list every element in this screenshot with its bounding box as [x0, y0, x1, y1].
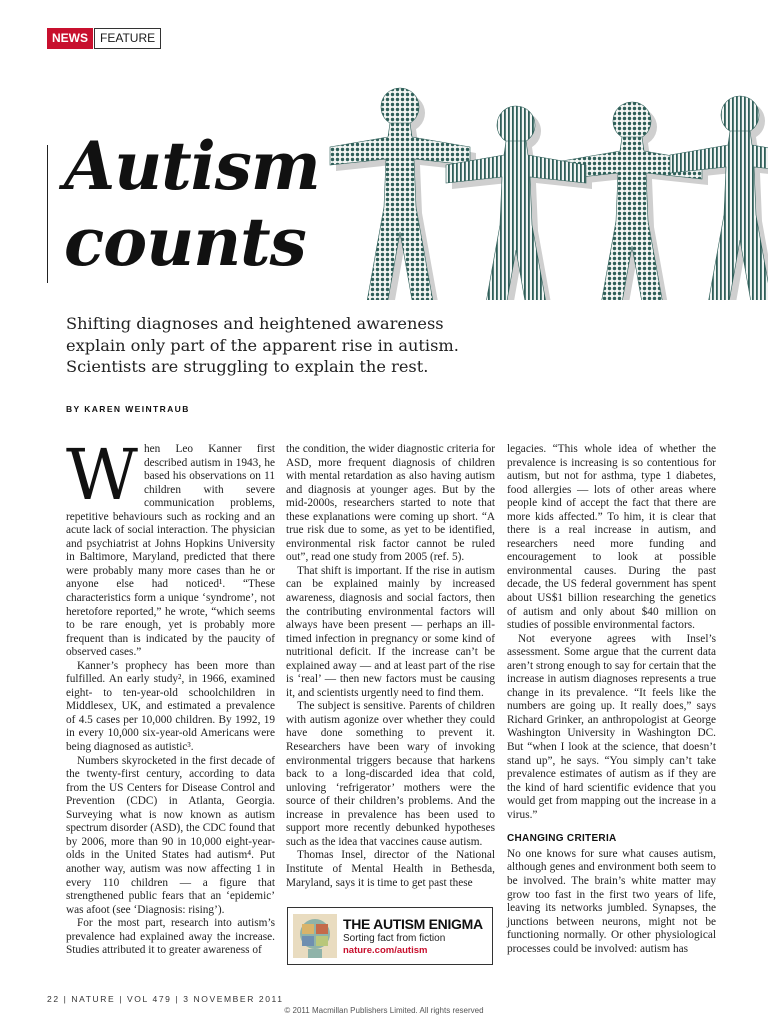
paragraph: Thomas Insel, director of the National Institute of Mental Health in Bethesda, Maryland, says it is time to get past these	[286, 849, 495, 889]
standfirst: Shifting diagnoses and heightened awareness explain only part of the apparent rise in autism. Scientists are struggling to explain the rest.	[66, 314, 459, 376]
body-column-3	[507, 443, 716, 956]
body-column-2	[286, 443, 495, 890]
paragraph: Numbers skyrocketed in the first decade of the twenty-first century, according to data from the US Centers for Disease Control and Prevention (CDC) in Atlanta, Georgia. Surveying what is now known as autism spectrum disorder (ASD), the CDC found that by 2006, more than 90 in 10,000 eight-year-olds in the United States had autism⁴. Put another way, autism was now affecting 1 in every 110 children — a figure that strengthened public fears that an ‘epidemic’ was afoot (see ‘Diagnosis: rising’).	[66, 754, 275, 916]
paragraph: the condition, the wider diagnostic criteria for ASD, more frequent diagnosis of children with mental retardation as also having autism and diagnosis at younger ages. But by the mid-2000s, researchers started to note that these explanations were coming up short. “A true risk due to some, as yet to be identified, environmental risk factor cannot be ruled out”, read one study from 2005 (ref. 5).	[286, 443, 495, 564]
copyright-notice: © 2011 Macmillan Publishers Limited. All rights reserved	[284, 1006, 484, 1015]
article-title	[64, 128, 320, 280]
section-news-tag: NEWS	[47, 28, 93, 49]
subhead-changing-criteria: CHANGING CRITERIA	[507, 833, 617, 845]
doll-figure-4	[670, 96, 768, 300]
paragraph: For the most part, research into autism’s prevalence had explained away the increase. Studies attributed it to greater awareness of	[66, 917, 275, 957]
title-line-2: counts	[64, 203, 306, 281]
autism-enigma-promo-link[interactable]	[287, 907, 493, 965]
byline: BY KAREN WEINTRAUB	[66, 404, 190, 414]
paragraph: No one knows for sure what causes autism, although genes and environment both seem to be involved. The brain’s white matter may grow too fast in the first two years of life, leaving its networks jumbled. Synapses, the junctions between neurons, might not be functioning normally. Or other physiological processes could be involved: autism has	[507, 847, 716, 955]
body-column-1	[66, 434, 275, 958]
paper-doll-chain-illustration	[320, 85, 768, 300]
paragraph: That shift is important. If the rise in autism can be explained mainly by increased awareness, diagnosis and social factors, then the contributing environmental factors will always have been present — perhaps an ill-timed infection in pregnancy or some kind of nutritional deficit. If the increase can’t be explained away — and at least part of the rise is ‘real’ — then new factors must be causing it, and scientists urgently need to find them.	[286, 564, 495, 699]
headline-rule	[47, 145, 48, 283]
section-feature-tag: FEATURE	[94, 28, 161, 49]
page-folio: 22 | NATURE | VOL 479 | 3 NOVEMBER 2011	[47, 994, 284, 1004]
promo-url: nature.com/autism	[343, 945, 428, 956]
paragraph: legacies. “This whole idea of whether the prevalence is increasing is so contentious for autism, but not for asthma, type 1 diabetes, food allergies — lots of other areas where people kind of accept the fact that there are more kids affected.” To him, it is clear that there is a real increase in autism, and researchers need more funding and encouragement to look at possible environmental causes. During the past decade, the US federal government has spent about US$1 billion researching the genetics of autism and only about $40 million on studies of possible environmental factors.	[507, 443, 716, 632]
section-tags	[47, 28, 161, 49]
paragraph: The subject is sensitive. Parents of children with autism agonize over whether they could have done something to prevent it. Researchers have been wary of invoking environmental triggers because that harkens back to a long-discarded idea that cold, unloving ‘refrigerator’ mothers were the source of their children’s problems. And the increase in prevalence has been used to support more recently debunked hypotheses such as the idea that vaccines cause autism.	[286, 700, 495, 848]
drop-cap: W	[66, 434, 138, 516]
promo-subtitle: Sorting fact from fiction	[343, 933, 446, 944]
paragraph: Not everyone agrees with Insel’s assessment. Some argue that the current data aren’t strong enough to say for certain that the increase in autism diagnoses represents a true change in its prevalence. “It feels like the numbers are going up. It really does,” says Richard Grinker, an anthropologist at George Washington University in Washington DC. But “when I look at the science, that doesn’t stand up”, he says. “You simply can’t take prevalence estimates of autism as if they are the kind of hard scientific evidence that you would get from mapping out the increase in a virus.”	[507, 632, 716, 821]
promo-title: THE AUTISM ENIGMA	[343, 916, 483, 932]
title-line-1: Autism	[64, 127, 320, 205]
paragraph: hen Leo Kanner first described autism in 1943, he based his observations on 11 children with severe communication problems, repetitive behaviours such as rocking and an acute lack of social interaction. The physician and psychiatrist at Johns Hopkins University in Baltimore, Maryland, predicted that there were probably many more cases than he or anyone else had noticed¹. “These characteristics form a unique ‘syndrome’, not heretofore reported,” he wrote, “which seems to be rare enough, yet is probably more frequent than is indicated by the paucity of observed cases.”	[66, 443, 275, 659]
puzzle-head-icon	[293, 914, 337, 958]
paragraph: Kanner’s prophecy has been more than fulfilled. An early study², in 1966, examined eight- to ten-year-old schoolchildren in Middlesex, UK, and estimated a prevalence of 4.5 cases per 10,000 children. By 1992, 19 in every 10,000 six-year-old Americans were being diagnosed as autistic³.	[66, 659, 275, 754]
promo-text	[343, 916, 483, 956]
